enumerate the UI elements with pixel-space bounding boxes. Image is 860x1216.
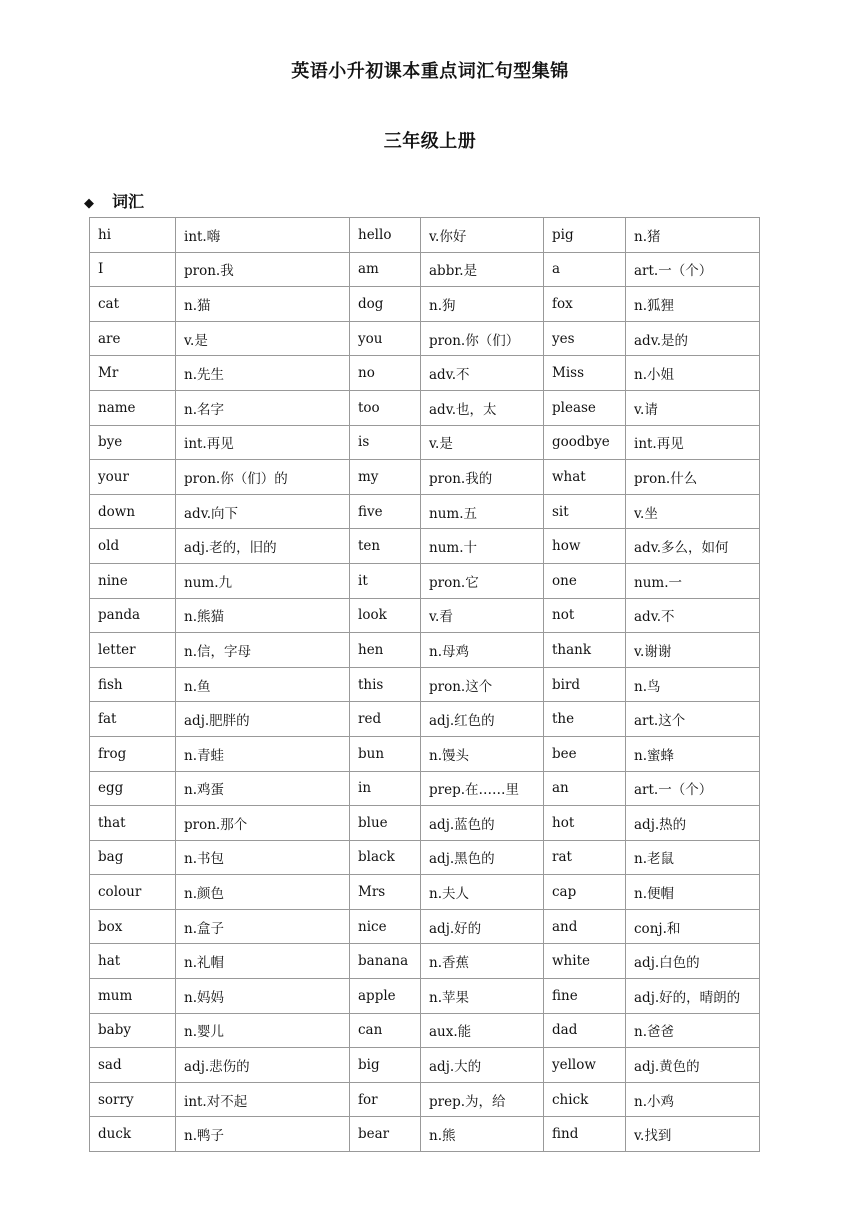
meaning-cell: n.熊 (421, 1117, 544, 1152)
meaning-cell: n.鱼 (176, 667, 350, 702)
word-cell: fox (544, 287, 626, 322)
meaning-cell: pron.你（们） (421, 321, 544, 356)
meaning-cell: art.一（个） (626, 252, 760, 287)
word-cell: letter (90, 633, 176, 668)
meaning-cell: n.老鼠 (626, 840, 760, 875)
word-cell: no (350, 356, 421, 391)
meaning-cell: v.谢谢 (626, 633, 760, 668)
vocabulary-table-body (90, 218, 760, 1152)
word-cell: in (350, 771, 421, 806)
word-cell: my (350, 460, 421, 495)
vocabulary-table (89, 217, 760, 1152)
word-cell: banana (350, 944, 421, 979)
word-cell: what (544, 460, 626, 495)
table-row (90, 390, 760, 425)
table-row (90, 909, 760, 944)
document-subtitle: 三年级上册 (383, 131, 477, 152)
meaning-cell: n.小鸡 (626, 1082, 760, 1117)
meaning-cell: n.鸭子 (176, 1117, 350, 1152)
word-cell: it (350, 563, 421, 598)
meaning-cell: pron.它 (421, 563, 544, 598)
meaning-cell: num.一 (626, 563, 760, 598)
meaning-cell: n.香蕉 (421, 944, 544, 979)
section-label: 词汇 (112, 192, 145, 211)
meaning-cell: int.对不起 (176, 1082, 350, 1117)
meaning-cell: v.是 (421, 425, 544, 460)
meaning-cell: v.坐 (626, 494, 760, 529)
meaning-cell: adj.热的 (626, 806, 760, 841)
meaning-cell: n.蜜蜂 (626, 736, 760, 771)
word-cell: rat (544, 840, 626, 875)
table-row (90, 356, 760, 391)
word-cell: pig (544, 218, 626, 253)
word-cell: goodbye (544, 425, 626, 460)
meaning-cell: adj.老的，旧的 (176, 529, 350, 564)
meaning-cell: n.猫 (176, 287, 350, 322)
meaning-cell: n.名字 (176, 390, 350, 425)
word-cell: Mr (90, 356, 176, 391)
meaning-cell: pron.那个 (176, 806, 350, 841)
table-row (90, 840, 760, 875)
meaning-cell: num.十 (421, 529, 544, 564)
word-cell: bird (544, 667, 626, 702)
meaning-cell: v.你好 (421, 218, 544, 253)
table-row (90, 979, 760, 1014)
word-cell: blue (350, 806, 421, 841)
word-cell: baby (90, 1013, 176, 1048)
meaning-cell: adj.悲伤的 (176, 1048, 350, 1083)
word-cell: nine (90, 563, 176, 598)
meaning-cell: n.爸爸 (626, 1013, 760, 1048)
table-row (90, 598, 760, 633)
meaning-cell: int.再见 (626, 425, 760, 460)
table-row (90, 806, 760, 841)
meaning-cell: adv.多么，如何 (626, 529, 760, 564)
word-cell: sorry (90, 1082, 176, 1117)
word-cell: hen (350, 633, 421, 668)
word-cell: nice (350, 909, 421, 944)
word-cell: how (544, 529, 626, 564)
word-cell: too (350, 390, 421, 425)
table-row (90, 1013, 760, 1048)
word-cell: fish (90, 667, 176, 702)
document-title: 英语小升初课本重点词汇句型集锦 (291, 61, 569, 82)
meaning-cell: adj.肥胖的 (176, 702, 350, 737)
meaning-cell: n.熊猫 (176, 598, 350, 633)
meaning-cell: adj.黑色的 (421, 840, 544, 875)
word-cell: duck (90, 1117, 176, 1152)
meaning-cell: n.夫人 (421, 875, 544, 910)
meaning-cell: abbr.是 (421, 252, 544, 287)
table-row (90, 425, 760, 460)
meaning-cell: n.婴儿 (176, 1013, 350, 1048)
meaning-cell: n.狗 (421, 287, 544, 322)
word-cell: box (90, 909, 176, 944)
meaning-cell: pron.我的 (421, 460, 544, 495)
meaning-cell: adv.不 (626, 598, 760, 633)
meaning-cell: pron.什么 (626, 460, 760, 495)
word-cell: am (350, 252, 421, 287)
word-cell: that (90, 806, 176, 841)
meaning-cell: adv.不 (421, 356, 544, 391)
word-cell: bye (90, 425, 176, 460)
meaning-cell: n.颜色 (176, 875, 350, 910)
meaning-cell: n.先生 (176, 356, 350, 391)
word-cell: bee (544, 736, 626, 771)
word-cell: Miss (544, 356, 626, 391)
table-row (90, 563, 760, 598)
word-cell: old (90, 529, 176, 564)
meaning-cell: n.便帽 (626, 875, 760, 910)
word-cell: red (350, 702, 421, 737)
meaning-cell: adj.好的 (421, 909, 544, 944)
meaning-cell: pron.你（们）的 (176, 460, 350, 495)
meaning-cell: v.看 (421, 598, 544, 633)
word-cell: you (350, 321, 421, 356)
word-cell: find (544, 1117, 626, 1152)
word-cell: mum (90, 979, 176, 1014)
word-cell: for (350, 1082, 421, 1117)
meaning-cell: n.书包 (176, 840, 350, 875)
section-heading (84, 189, 144, 212)
table-row (90, 702, 760, 737)
meaning-cell: aux.能 (421, 1013, 544, 1048)
meaning-cell: prep.在……里 (421, 771, 544, 806)
meaning-cell: art.一（个） (626, 771, 760, 806)
meaning-cell: n.鸡蛋 (176, 771, 350, 806)
meaning-cell: n.盒子 (176, 909, 350, 944)
meaning-cell: v.请 (626, 390, 760, 425)
word-cell: white (544, 944, 626, 979)
table-row (90, 633, 760, 668)
meaning-cell: prep.为，给 (421, 1082, 544, 1117)
word-cell: please (544, 390, 626, 425)
meaning-cell: pron.我 (176, 252, 350, 287)
word-cell: the (544, 702, 626, 737)
meaning-cell: n.礼帽 (176, 944, 350, 979)
word-cell: sit (544, 494, 626, 529)
word-cell: panda (90, 598, 176, 633)
meaning-cell: conj.和 (626, 909, 760, 944)
word-cell: I (90, 252, 176, 287)
word-cell: name (90, 390, 176, 425)
word-cell: five (350, 494, 421, 529)
word-cell: can (350, 1013, 421, 1048)
word-cell: egg (90, 771, 176, 806)
table-row (90, 944, 760, 979)
word-cell: one (544, 563, 626, 598)
meaning-cell: adv.是的 (626, 321, 760, 356)
meaning-cell: n.猪 (626, 218, 760, 253)
word-cell: a (544, 252, 626, 287)
word-cell: this (350, 667, 421, 702)
meaning-cell: n.妈妈 (176, 979, 350, 1014)
table-row (90, 218, 760, 253)
table-row (90, 875, 760, 910)
word-cell: bear (350, 1117, 421, 1152)
table-row (90, 1048, 760, 1083)
word-cell: hello (350, 218, 421, 253)
word-cell: cat (90, 287, 176, 322)
meaning-cell: n.母鸡 (421, 633, 544, 668)
word-cell: yellow (544, 1048, 626, 1083)
word-cell: bun (350, 736, 421, 771)
word-cell: Mrs (350, 875, 421, 910)
meaning-cell: n.狐狸 (626, 287, 760, 322)
diamond-icon: ◆ (84, 196, 94, 211)
meaning-cell: adj.蓝色的 (421, 806, 544, 841)
word-cell: sad (90, 1048, 176, 1083)
word-cell: is (350, 425, 421, 460)
meaning-cell: num.五 (421, 494, 544, 529)
meaning-cell: adj.好的，晴朗的 (626, 979, 760, 1014)
table-row (90, 252, 760, 287)
table-row (90, 1082, 760, 1117)
word-cell: look (350, 598, 421, 633)
table-row (90, 287, 760, 322)
word-cell: fat (90, 702, 176, 737)
word-cell: cap (544, 875, 626, 910)
word-cell: ten (350, 529, 421, 564)
word-cell: dad (544, 1013, 626, 1048)
word-cell: and (544, 909, 626, 944)
meaning-cell: v.找到 (626, 1117, 760, 1152)
meaning-cell: adj.黄色的 (626, 1048, 760, 1083)
table-row (90, 529, 760, 564)
meaning-cell: n.青蛙 (176, 736, 350, 771)
word-cell: hat (90, 944, 176, 979)
meaning-cell: adj.红色的 (421, 702, 544, 737)
meaning-cell: n.小姐 (626, 356, 760, 391)
word-cell: thank (544, 633, 626, 668)
word-cell: bag (90, 840, 176, 875)
word-cell: not (544, 598, 626, 633)
word-cell: dog (350, 287, 421, 322)
table-row (90, 736, 760, 771)
word-cell: frog (90, 736, 176, 771)
word-cell: apple (350, 979, 421, 1014)
word-cell: fine (544, 979, 626, 1014)
meaning-cell: n.苹果 (421, 979, 544, 1014)
table-row (90, 667, 760, 702)
word-cell: an (544, 771, 626, 806)
word-cell: big (350, 1048, 421, 1083)
meaning-cell: adv.也，太 (421, 390, 544, 425)
table-row (90, 771, 760, 806)
word-cell: hi (90, 218, 176, 253)
word-cell: your (90, 460, 176, 495)
meaning-cell: v.是 (176, 321, 350, 356)
table-row (90, 321, 760, 356)
meaning-cell: adj.大的 (421, 1048, 544, 1083)
meaning-cell: n.鸟 (626, 667, 760, 702)
word-cell: yes (544, 321, 626, 356)
table-row (90, 460, 760, 495)
word-cell: are (90, 321, 176, 356)
meaning-cell: pron.这个 (421, 667, 544, 702)
meaning-cell: adj.白色的 (626, 944, 760, 979)
meaning-cell: n.信，字母 (176, 633, 350, 668)
word-cell: chick (544, 1082, 626, 1117)
meaning-cell: art.这个 (626, 702, 760, 737)
meaning-cell: int.嗨 (176, 218, 350, 253)
word-cell: down (90, 494, 176, 529)
meaning-cell: int.再见 (176, 425, 350, 460)
table-row (90, 494, 760, 529)
meaning-cell: adv.向下 (176, 494, 350, 529)
word-cell: hot (544, 806, 626, 841)
meaning-cell: num.九 (176, 563, 350, 598)
word-cell: colour (90, 875, 176, 910)
meaning-cell: n.馒头 (421, 736, 544, 771)
word-cell: black (350, 840, 421, 875)
table-row (90, 1117, 760, 1152)
